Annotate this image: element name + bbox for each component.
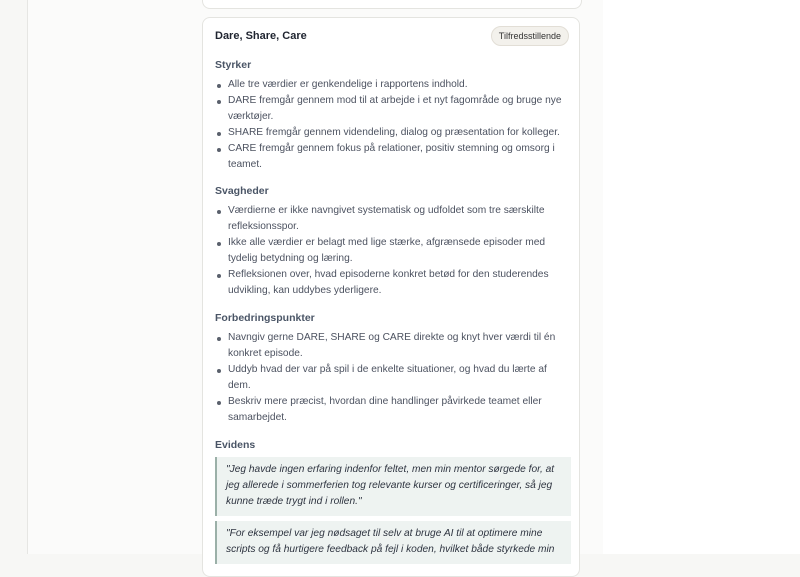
section-heading: Styrker (215, 59, 252, 71)
evidence-quote: "For eksempel var jeg nødsaget til selv at bruge AI til at optimere mine scripts og få hurtigere feedback på fejl i koden, hvilket både styrkede min (215, 521, 571, 564)
right-panel (603, 0, 800, 554)
list-item: Værdierne er ikke navngivet systematisk og udfoldet som tre særskilte refleksionsspor. (215, 203, 571, 235)
list-item: Uddyb hvad der var på spil i de enkelte situationer, og hvad du lærte af dem. (215, 362, 571, 394)
list-item: Beskriv mere præcist, hvordan dine handlinger påvirkede teamet eller samarbejdet. (215, 394, 571, 426)
list-item: DARE fremgår gennem mod til at arbejde i et nyt fagområde og bruge nye værktøjer. (215, 93, 571, 125)
list-item: Refleksionen over, hvad episoderne konkret betød for den studerendes udvikling, kan uddybes yderligere. (215, 267, 571, 299)
rating-badge: Tilfredsstillende (491, 26, 569, 46)
section-heading: Evidens (215, 439, 256, 451)
section-evidence (215, 439, 571, 569)
list-item: SHARE fremgår gennem videndeling, dialog og præsentation for kolleger. (215, 125, 571, 141)
list-item: CARE fremgår gennem fokus på relationer, positiv stemning og omsorg i teamet. (215, 141, 571, 173)
evidence-quote: "Jeg havde ingen erfaring indenfor feltet, men min mentor sørgede for, at jeg allerede i sommerferien tog relevante kurser og certificeringer, så jeg kunne træde trygt ind i rollen." (215, 457, 571, 516)
section-heading: Forbedringspunkter (215, 312, 315, 324)
previous-card (202, 0, 582, 9)
left-panel (0, 0, 27, 554)
assessment-card (202, 17, 580, 577)
section-improvements (215, 312, 571, 426)
card-title: Dare, Share, Care (215, 30, 307, 42)
section-strengths (215, 59, 571, 173)
list-item: Ikke alle værdier er belagt med lige stærke, afgrænsede episoder med tydelig betydning og læring. (215, 235, 571, 267)
section-heading: Svagheder (215, 185, 269, 197)
list-item: Alle tre værdier er genkendelige i rapportens indhold. (215, 77, 571, 93)
list-item: Navngiv gerne DARE, SHARE og CARE direkte og knyt hver værdi til én konkret episode. (215, 330, 571, 362)
section-weaknesses (215, 185, 571, 299)
